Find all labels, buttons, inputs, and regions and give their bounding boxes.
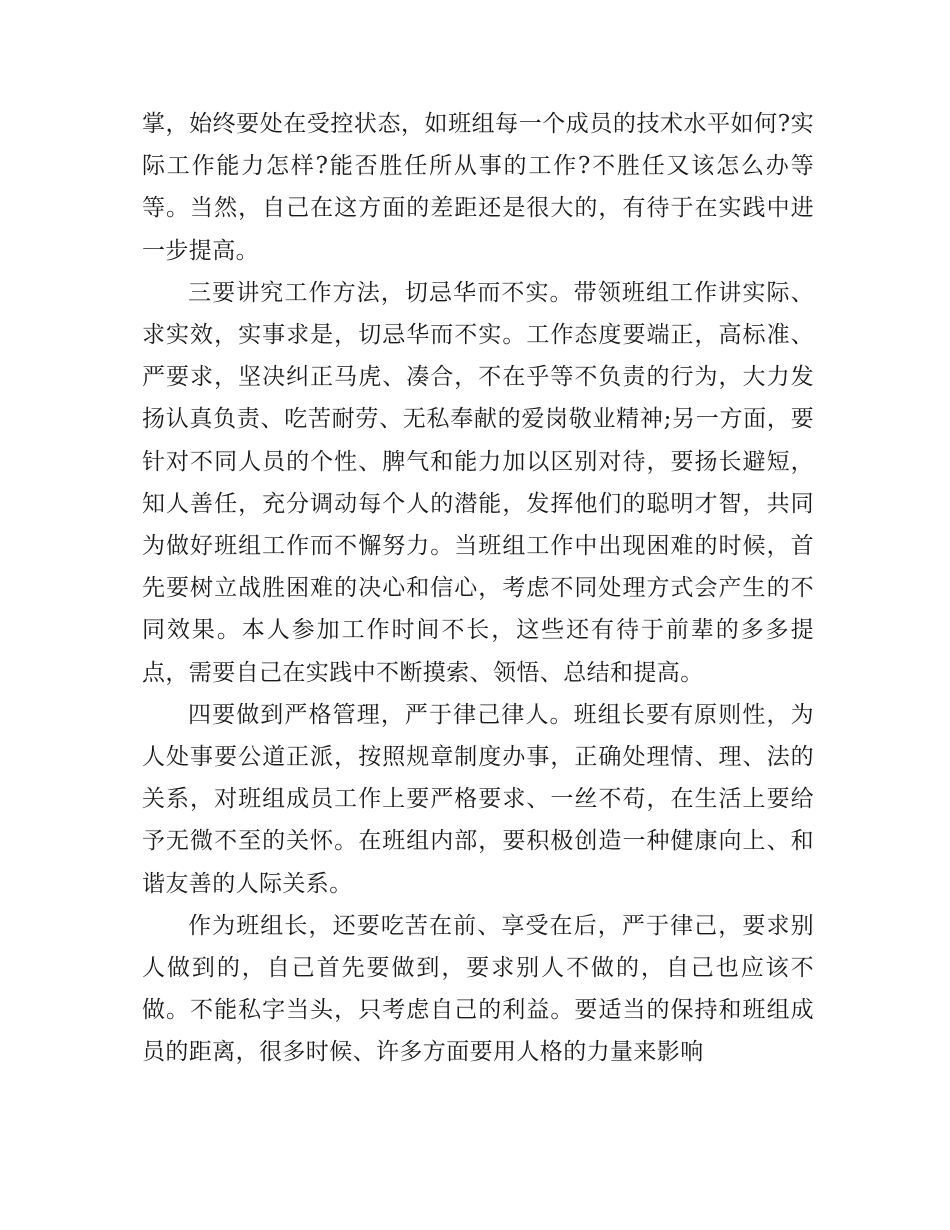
document-body [142,103,814,1074]
paragraph-3: 四要做到严格管理，严于律己律人。班组长要有原则性，为人处事要公道正派，按照规章制度办事，正确处理情、理、法的关系，对班组成员工作上要严格要求、一丝不苟，在生活上要给予无微不至的关怀。在班组内部，要积极创造一种健康向上、和谐友善的人际关系。 [142,701,814,897]
paragraph-1: 掌，始终要处在受控状态，如班组每一个成员的技术水平如何?实际工作能力怎样?能否胜任所从事的工作?不胜任又该怎么办等等。当然，自己在这方面的差距还是很大的，有待于在实践中进一步提高。 [142,111,814,264]
paragraph-4: 作为班组长，还要吃苦在前、享受在后，严于律己，要求别人做到的，自己首先要做到，要求别人不做的，自己也应该不做。不能私字当头，只考虑自己的利益。要适当的保持和班组成员的距离，很多时候、许多方面要用人格的力量来影响 [142,912,814,1066]
paragraph-2: 三要讲究工作方法，切忌华而不实。带领班组工作讲实际、求实效，实事求是，切忌华而不实。工作态度要端正，高标准、严要求，坚决纠正马虎、凑合，不在乎等不负责的行为，大力发扬认真负责、吃苦耐劳、无私奉献的爱岗敬业精神;另一方面，要针对不同人员的个性、脾气和能力加以区别对待，要扬长避短，知人善任，充分调动每个人的潜能，发挥他们的聪明才智，共同为做好班组工作而不懈努力。当班组工作中出现困难的时候，首先要树立战胜困难的决心和信心，考虑不同处理方式会产生的不同效果。本人参加工作时间不长，这些还有待于前辈的多多提点，需要自己在实践中不断摸索、领悟、总结和提高。 [142,279,814,686]
